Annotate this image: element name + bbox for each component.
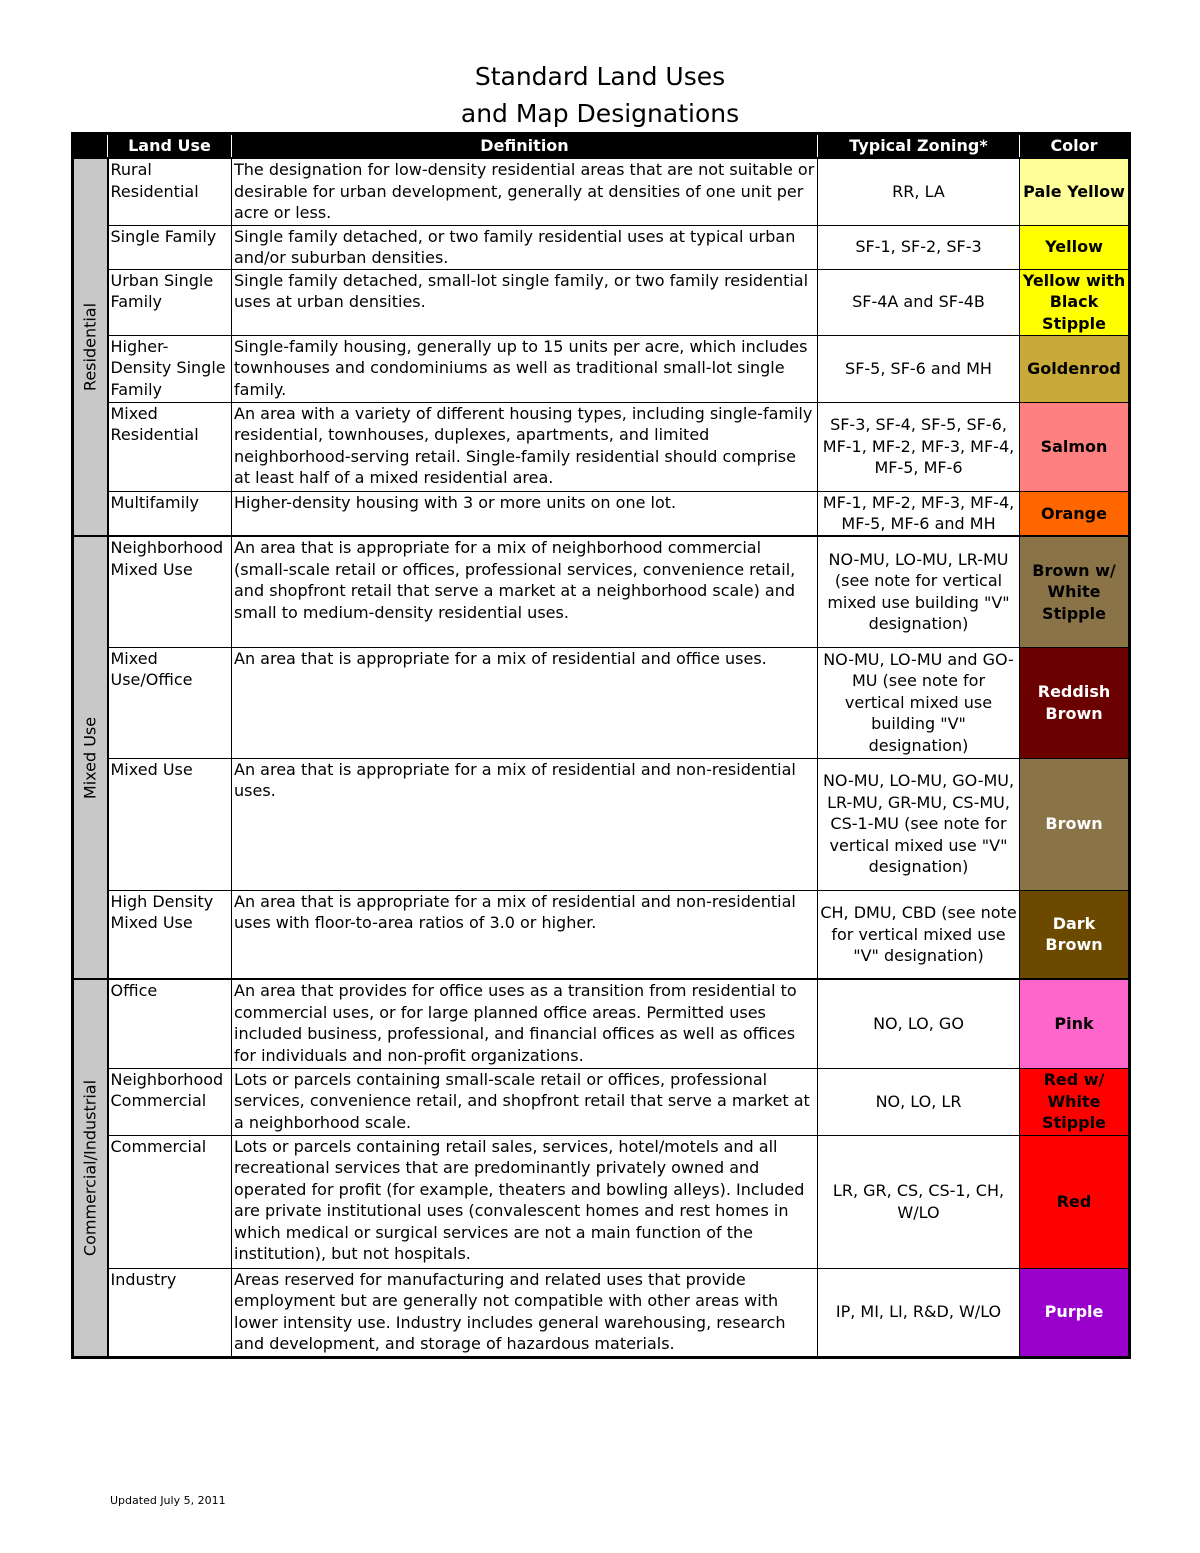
table-row <box>73 1135 1130 1268</box>
zoning-cell: SF-3, SF-4, SF-5, SF-6, MF-1, MF-2, MF-3, MF-4, MF-5, MF-6 <box>818 402 1020 491</box>
color-swatch: Brown w/ White Stipple <box>1020 536 1130 647</box>
color-swatch: Red <box>1020 1135 1130 1268</box>
definition-cell: Single family detached, small-lot single family, or two family residential uses at urban densities. <box>232 269 818 335</box>
header-definition: Definition <box>232 134 818 159</box>
table-row <box>73 536 1130 647</box>
zoning-cell: LR, GR, CS, CS-1, CH, W/LO <box>818 1135 1020 1268</box>
color-swatch: Purple <box>1020 1268 1130 1357</box>
color-swatch: Reddish Brown <box>1020 647 1130 758</box>
land-use-cell: Multifamily <box>108 491 232 536</box>
land-use-cell: Commercial <box>108 1135 232 1268</box>
land-use-cell: Mixed Use/Office <box>108 647 232 758</box>
table-row <box>73 335 1130 402</box>
land-use-cell: Mixed Residential <box>108 402 232 491</box>
color-swatch: Pink <box>1020 979 1130 1068</box>
land-use-table <box>71 132 1131 1359</box>
table-row <box>73 647 1130 758</box>
land-use-cell: High Density Mixed Use <box>108 890 232 979</box>
table-row <box>73 491 1130 536</box>
land-use-cell: Neighborhood Mixed Use <box>108 536 232 647</box>
land-use-cell: Office <box>108 979 232 1068</box>
zoning-cell: NO, LO, GO <box>818 979 1020 1068</box>
definition-cell: An area that is appropriate for a mix of neighborhood commercial (small-scale retail or offices, professional services, convenience retail, and shopfront retail that serve a market at a neighborhood scale) and small to medium-density residential uses. <box>232 536 818 647</box>
color-swatch: Orange <box>1020 491 1130 536</box>
definition-cell: An area that provides for office uses as a transition from residential to commercial uses, or for large planned office areas. Permitted uses included business, professional, and financial offices as well as offices for individuals and non-profit organizations. <box>232 979 818 1068</box>
title-line-2: and Map Designations <box>460 99 740 128</box>
table-row <box>73 758 1130 890</box>
color-swatch: Yellow with Black Stipple <box>1020 269 1130 335</box>
land-use-cell: Neighborhood Commercial <box>108 1068 232 1135</box>
definition-cell: An area with a variety of different housing types, including single-family residential, townhouses, duplexes, apartments, and limited neighborhood-serving retail. Single-family residential should comprise at least half of a mixed residential area. <box>232 402 818 491</box>
updated-date: Updated July 5, 2011 <box>110 1494 226 1507</box>
color-swatch: Red w/ White Stipple <box>1020 1068 1130 1135</box>
definition-cell: An area that is appropriate for a mix of residential and office uses. <box>232 647 818 758</box>
table-row <box>73 1068 1130 1135</box>
group-label: Commercial/Industrial <box>80 1079 100 1256</box>
header-zoning: Typical Zoning* <box>818 134 1020 159</box>
definition-cell: Single family detached, or two family residential uses at typical urban and/or suburban densities. <box>232 225 818 269</box>
land-use-cell: Urban Single Family <box>108 269 232 335</box>
group-label: Residential <box>80 302 100 392</box>
definition-cell: An area that is appropriate for a mix of residential and non-residential uses. <box>232 758 818 890</box>
land-use-cell: Mixed Use <box>108 758 232 890</box>
group-commercial-industrial <box>73 979 108 1357</box>
color-swatch: Yellow <box>1020 225 1130 269</box>
zoning-cell: NO-MU, LO-MU and GO-MU (see note for vertical mixed use building "V" designation) <box>818 647 1020 758</box>
zoning-cell: NO-MU, LO-MU, LR-MU (see note for vertical mixed use building "V" designation) <box>818 536 1020 647</box>
header-blank <box>73 134 108 159</box>
definition-cell: Higher-density housing with 3 or more units on one lot. <box>232 491 818 536</box>
table-row <box>73 269 1130 335</box>
land-use-cell: Single Family <box>108 225 232 269</box>
header-color: Color <box>1020 134 1130 159</box>
page-title <box>0 58 1200 132</box>
land-use-cell: Industry <box>108 1268 232 1357</box>
land-use-cell: Higher-Density Single Family <box>108 335 232 402</box>
group-mixed-use <box>73 536 108 979</box>
zoning-cell: SF-4A and SF-4B <box>818 269 1020 335</box>
definition-cell: Single-family housing, generally up to 15 units per acre, which includes townhouses and condominiums as well as traditional small-lot single family. <box>232 335 818 402</box>
group-label: Mixed Use <box>80 716 100 799</box>
zoning-cell: SF-5, SF-6 and MH <box>818 335 1020 402</box>
color-swatch: Dark Brown <box>1020 890 1130 979</box>
zoning-cell: IP, MI, LI, R&D, W/LO <box>818 1268 1020 1357</box>
table-row <box>73 402 1130 491</box>
land-use-cell: Rural Residential <box>108 158 232 225</box>
table-row <box>73 1268 1130 1357</box>
definition-cell: Lots or parcels containing retail sales, services, hotel/motels and all recreational services that are predominantly privately owned and operated for profit (for example, theaters and bowling alleys). Included are private institutional uses (convalescent homes and rest homes in which medical or surgical services are not a main function of the institution), but not hospitals. <box>232 1135 818 1268</box>
table-row <box>73 979 1130 1068</box>
definition-cell: Lots or parcels containing small-scale retail or offices, professional services, convenience retail, and shopfront retail that serve a market at a neighborhood scale. <box>232 1068 818 1135</box>
definition-cell: Areas reserved for manufacturing and related uses that provide employment but are generally not compatible with other areas with lower intensity use. Industry includes general warehousing, research and development, and storage of hazardous materials. <box>232 1268 818 1357</box>
header-land-use: Land Use <box>108 134 232 159</box>
color-swatch: Pale Yellow <box>1020 158 1130 225</box>
definition-cell: An area that is appropriate for a mix of residential and non-residential uses with floor-to-area ratios of 3.0 or higher. <box>232 890 818 979</box>
title-line-1: Standard Land Uses <box>474 62 726 91</box>
group-residential <box>73 158 108 536</box>
zoning-cell: MF-1, MF-2, MF-3, MF-4, MF-5, MF-6 and MH <box>818 491 1020 536</box>
color-swatch: Salmon <box>1020 402 1130 491</box>
zoning-cell: RR, LA <box>818 158 1020 225</box>
zoning-cell: NO, LO, LR <box>818 1068 1020 1135</box>
zoning-cell: NO-MU, LO-MU, GO-MU, LR-MU, GR-MU, CS-MU, CS-1-MU (see note for vertical mixed use "V" designation) <box>818 758 1020 890</box>
table-row <box>73 158 1130 225</box>
zoning-cell: CH, DMU, CBD (see note for vertical mixed use "V" designation) <box>818 890 1020 979</box>
table-row <box>73 225 1130 269</box>
table-row <box>73 890 1130 979</box>
color-swatch: Goldenrod <box>1020 335 1130 402</box>
zoning-cell: SF-1, SF-2, SF-3 <box>818 225 1020 269</box>
definition-cell: The designation for low-density residential areas that are not suitable or desirable for urban development, generally at densities of one unit per acre or less. <box>232 158 818 225</box>
color-swatch: Brown <box>1020 758 1130 890</box>
header-row <box>73 134 1130 159</box>
